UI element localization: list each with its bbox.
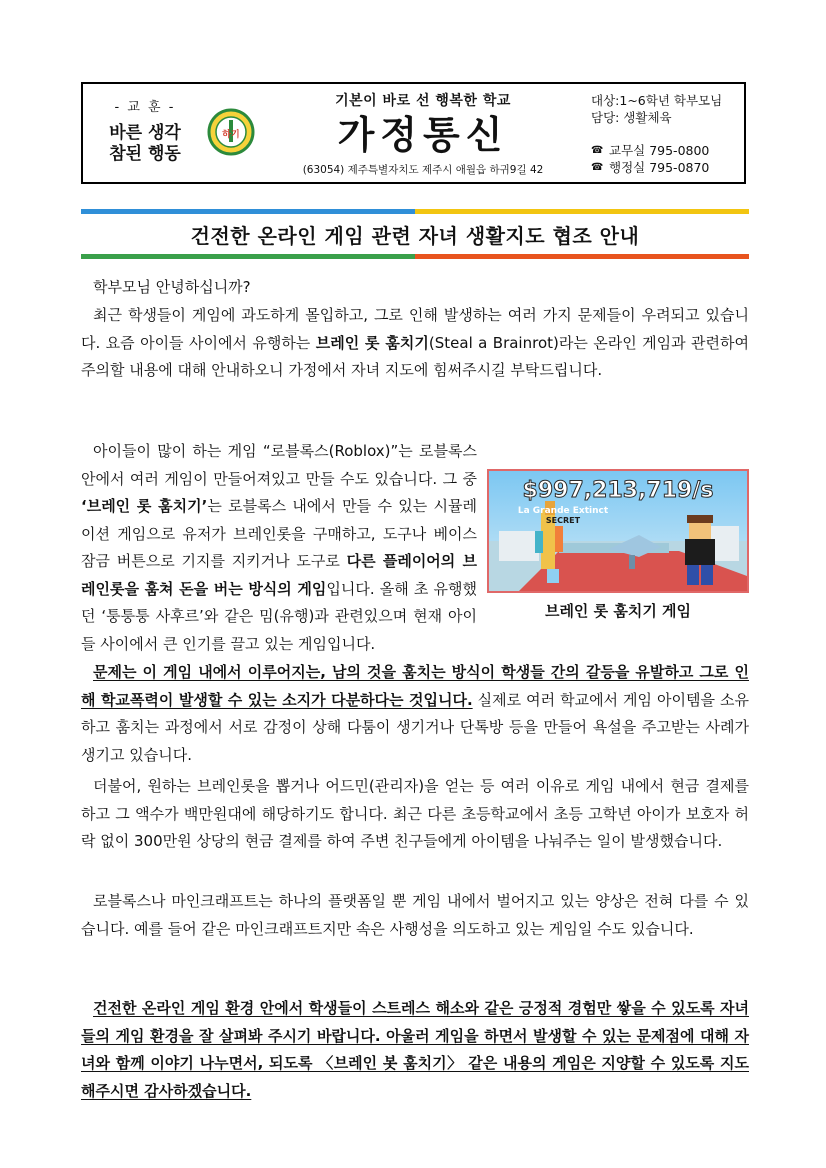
p2-game-name: ‘브레인 롯 훔치기’ [81,497,208,515]
paragraph-4 [81,773,749,856]
title-banner [81,209,749,259]
phone-row [591,159,746,176]
money-rate-text: $997,213,719/s [522,478,714,503]
document-title: 건전한 온라인 게임 관련 자녀 생활지도 협조 안내 [190,223,640,248]
school-slogan: 기본이 바로 선 행복한 학교 [335,93,511,109]
banner-bottom-bar [81,254,749,259]
p2-text-b: 는 로블록스 내에서 만들 수 있는 시뮬레이션 게임으로 유저가 브레인롯을 구매하고, 도구나 베이스 잠금 버튼으로 기지를 지키거나 도구로 [81,497,477,570]
newsletter-title: 가정통신 [337,112,509,157]
p2-text-a: 아이들이 많이 하는 게임 “로블록스(Roblox)”는 로블록스 안에서 여러 게임이 만들어져있고 만들 수도 있습니다. 그 중 [81,442,477,488]
p1-text-a: 최근 학생들이 게임에 과도하게 몰입하고, 그로 인해 발생하는 여러 가지 문제들이 우려되고 있습니다. 요즘 아이들 사이에서 유행하는 [81,306,749,352]
game-screenshot [487,469,749,593]
p3-text: 실제로 여러 학교에서 게임 아이템을 소유하고 훔치는 과정에서 서로 감정이 상해 다툼이 생기거나 단톡방 등을 만들어 욕설을 주고받는 사례가 생기고 있습니다. [81,690,749,764]
figure-caption: 브레인 롯 훔치기 게임 [544,602,692,620]
phone-teachers-office: 교무실 795-0800 [609,143,710,158]
newsletter-masthead [273,90,573,177]
paragraph-5 [81,888,749,943]
contact-info [591,92,746,176]
audience-text: 대상:1~6학년 학부모님 [591,93,723,108]
p5-text: 로블록스나 마인크래프트는 하나의 플랫폼일 뿐 게임 내에서 벌어지고 있는 양상은 전혀 다를 수 있습니다. 예를 들어 같은 마인크래프트지만 속은 사행성을 의도하고 있는 게임일 수도 있습니다. [81,892,749,938]
p3-warning: 문제는 이 게임 내에서 이루어지는, 남의 것을 훔치는 방식이 학생들 간의 갈등을 유발하고 그로 인해 학교폭력이 발생할 수 있는 소지가 다분하다는 것입니다. [81,663,749,709]
manager-text: 담당: 생활체육 [591,110,672,125]
p2-emphasis: 다른 플레이어의 브레인롯을 훔쳐 돈을 버는 방식의 게임 [81,552,477,598]
telephone-icon: ☎ [591,162,604,173]
paragraph-3 [81,659,749,769]
rarity-text: SECRET [545,516,581,525]
motto-label: - 교 훈 - [114,100,176,115]
phone-list [591,142,746,176]
p1-text-b: (Steal a Brainrot)라는 온라인 게임과 관련하여 주의할 내용에 대해 안내하오니 가정에서 자녀 지도에 힘써주시길 부탁드립니다. [81,333,749,379]
game-scene-image [489,471,747,591]
motto-line-2: 참된 행동 [109,144,181,164]
motto-line-1: 바른 생각 [109,123,181,143]
p4-text: 더불어, 원하는 브레인롯을 뽑거나 어드민(관리자)을 얻는 등 여러 이유로 게임 내에서 현금 결제를 하고 그 액수가 백만원대에 해당하기도 합니다. 최근 다른 초등학교에서 초등 고학년 아이가 보호자 허락 없이 300만원 상당의 현금 결제를 하여 주변 친구들에게 아이템을 나눠주는 일이 발생했습니다. [81,777,749,850]
greeting: 학부모님 안녕하십니까? [93,278,251,296]
item-name-text: La Grande Extinct [517,506,609,516]
p6-closing-request: 건전한 온라인 게임 환경 안에서 학생들이 스트레스 해소와 같은 긍정적 경험만 쌓을 수 있도록 자녀들의 게임 환경을 잘 살펴봐 주시기 바랍니다. 아울러 게임을 하면서 발생할 수 있는 문제점에 대해 자녀와 함께 이야기 나누면서, 되도록 〈브레인 봇 훔치기〉 같은 내용의 게임은 지양할 수 있도록 지도해주시면 감사하겠습니다. [81,999,749,1100]
school-address: (63054) 제주특별자치도 제주시 애월읍 하귀9길 42 [302,164,544,176]
p1-game-name: 브레인 롯 훔치기 [315,333,429,352]
emblem-text: 하기 [222,130,240,140]
paragraph-1 [81,302,749,385]
school-emblem-icon [207,108,255,156]
telephone-icon: ☎ [591,145,604,156]
phone-admin-office: 행정실 795-0870 [609,160,710,175]
phone-row [591,142,746,159]
school-motto [95,96,195,165]
p2-text-c: 입니다. 올해 초 유행했던 ‘퉁퉁퉁 사후르’와 같은 밈(유행)과 관련있으며 현재 아이들 사이에서 큰 인기를 끌고 있는 게임입니다. [81,579,478,653]
paragraph-6 [81,995,749,1105]
newsletter-header [81,82,746,184]
